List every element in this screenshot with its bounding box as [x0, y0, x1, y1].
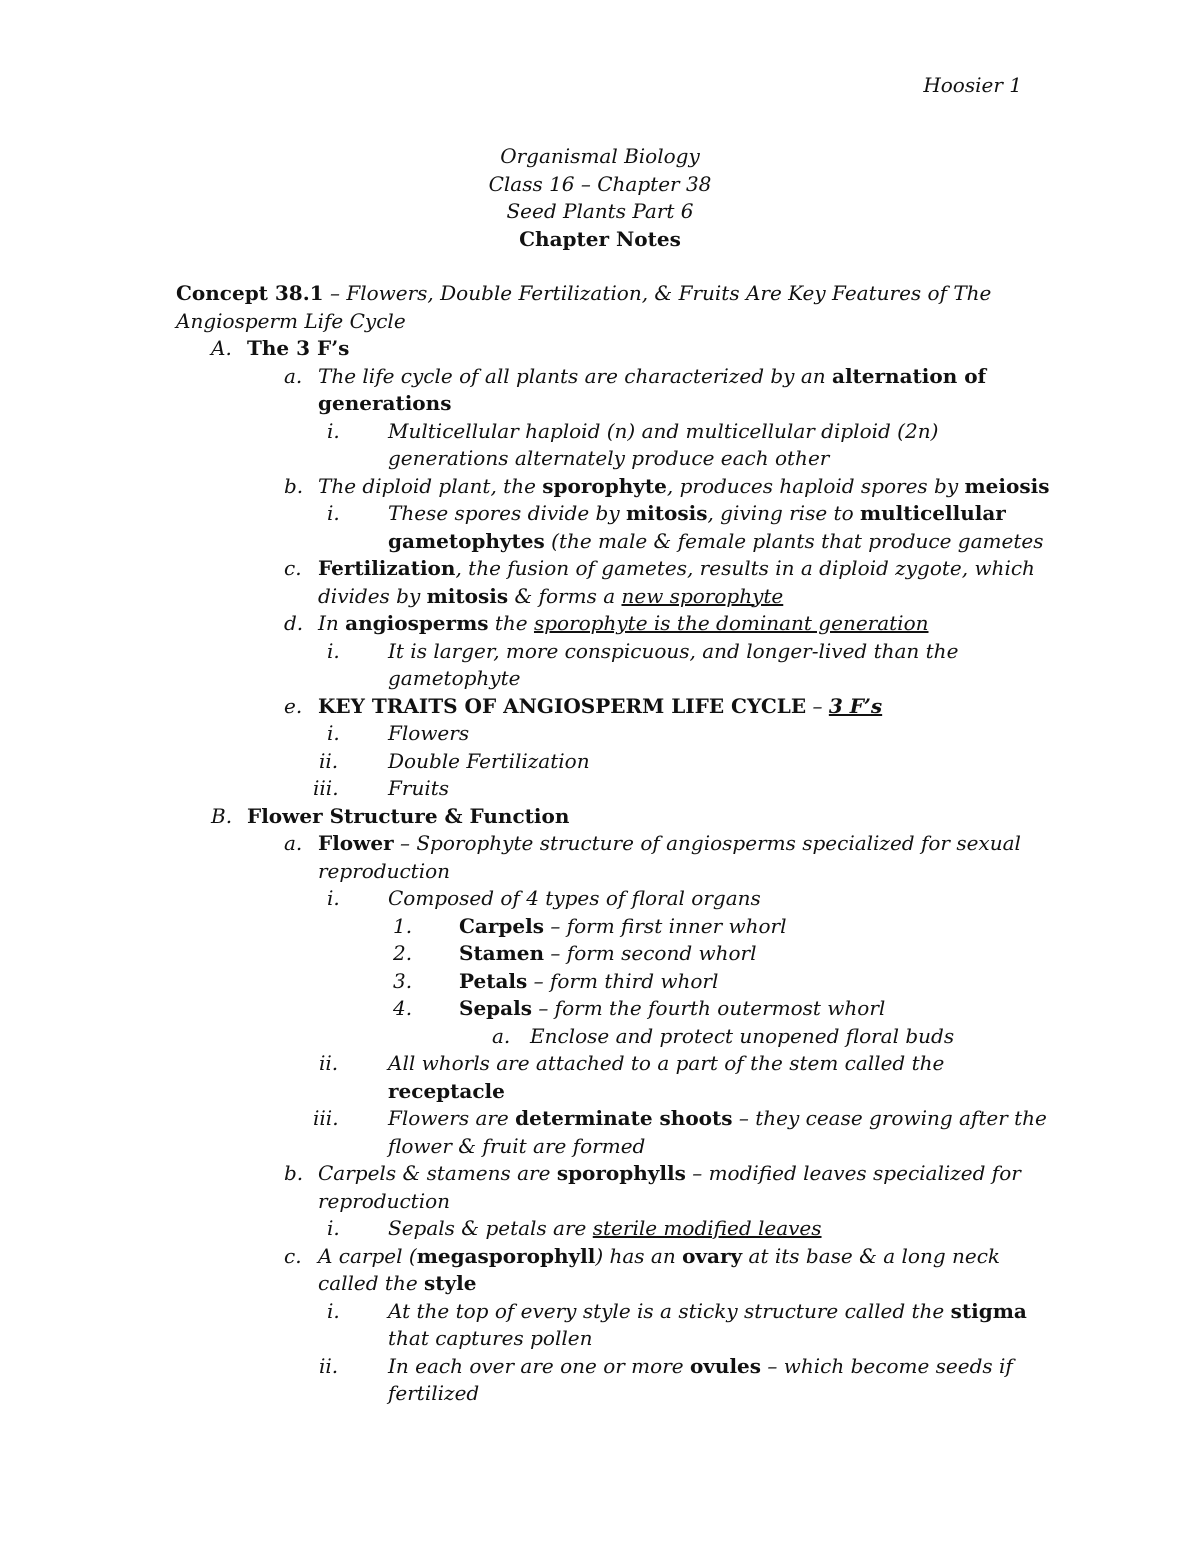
- page-header: Hoosier 1: [923, 73, 1022, 97]
- outline-item-cont: [176, 583, 1046, 611]
- item-text: At the top of every style is a sticky structure called the: [388, 1298, 951, 1323]
- key-term: style: [424, 1271, 477, 1295]
- outline-item: [176, 363, 1046, 391]
- item-text: A carpel (: [318, 1243, 417, 1268]
- item-text: & forms a: [508, 583, 622, 608]
- underlined-term: 3 F’s: [828, 693, 883, 718]
- item-text: The life cycle of all plants are characterized by an: [318, 363, 832, 388]
- item-text: – form third whorl: [527, 968, 719, 993]
- outline-subitem-cont: fertilized: [388, 1381, 480, 1405]
- item-text: Carpels & stamens are: [318, 1161, 557, 1185]
- item-text: , produces haploid spores by: [666, 473, 965, 498]
- section-a-heading: [176, 335, 1046, 363]
- item-marker: d.: [284, 611, 304, 635]
- key-term: meiosis: [964, 473, 1050, 498]
- outline-item: [176, 473, 1050, 501]
- item-marker: ii.: [319, 1353, 339, 1378]
- item-text: The diploid plant, the: [318, 473, 543, 498]
- item-marker: i.: [327, 501, 340, 525]
- section-marker: A.: [211, 336, 232, 360]
- key-term: Flower: [318, 831, 394, 855]
- item-marker: ii.: [319, 748, 339, 773]
- item-marker: 3.: [393, 968, 413, 993]
- item-marker: a.: [492, 1023, 511, 1048]
- key-term: multicellular: [859, 501, 1006, 525]
- item-marker: a.: [284, 831, 303, 855]
- section-title: The 3 F’s: [247, 336, 350, 360]
- item-text: (the male & female plants that produce gametes: [544, 528, 1044, 553]
- outline-subitem-cont: [176, 528, 1046, 556]
- section-b-heading: [176, 803, 1046, 831]
- key-term: sporophylls: [556, 1161, 686, 1185]
- item-text: –: [806, 693, 829, 718]
- item-text: It is larger, more conspicuous, and longer-lived than the: [388, 638, 959, 663]
- item-marker: i.: [327, 1216, 340, 1240]
- outline-subitem-cont: gametophyte: [388, 666, 521, 690]
- item-marker: i.: [327, 638, 340, 663]
- outline-subsubitem: [176, 1023, 1046, 1051]
- outline-subitem-cont: that captures pollen: [388, 1326, 593, 1350]
- item-text: Fruits: [388, 776, 450, 800]
- item-marker: 4.: [393, 996, 413, 1020]
- item-text: All whorls are attached to a part of the stem called the: [388, 1051, 945, 1075]
- item-text: – form first inner whorl: [543, 913, 787, 938]
- item-text: Composed of 4 types of floral organs: [388, 886, 761, 910]
- outline-item-cont: reproduction: [318, 1188, 451, 1213]
- key-term: Fertilization: [318, 556, 456, 580]
- item-marker: iii.: [313, 1106, 339, 1130]
- concept-title: Flowers, Double Fertilization, & Fruits Are Key Features of The: [346, 281, 992, 305]
- item-text: , giving rise to: [707, 501, 860, 525]
- concept-label: Concept 38.1: [176, 281, 324, 305]
- item-text: Double Fertilization: [388, 748, 590, 773]
- key-term: angiosperms: [345, 611, 489, 635]
- item-marker: 2.: [393, 941, 413, 965]
- outline-subitem-cont: receptacle: [388, 1078, 505, 1103]
- outline-item: [176, 830, 1046, 858]
- key-term: sporophyte: [542, 473, 667, 498]
- item-text: – modified leaves specialized for: [685, 1161, 1021, 1185]
- key-term: determinate shoots: [515, 1106, 733, 1130]
- key-term: ovary: [682, 1243, 743, 1268]
- topic-title: Seed Plants Part 6: [506, 199, 694, 223]
- item-marker: b.: [284, 1161, 304, 1185]
- item-text: , the fusion of gametes, results in a diploid zygote, which: [455, 556, 1035, 580]
- item-marker: c.: [284, 1243, 302, 1268]
- outline-subitem: [176, 885, 1046, 913]
- outline-subitem-cont: generations alternately produce each other: [388, 446, 830, 470]
- item-marker: i.: [327, 886, 340, 910]
- outline-item-cont: [176, 1270, 1046, 1298]
- outline-subitem: [176, 1105, 1046, 1133]
- outline-subitem: [176, 1215, 1046, 1243]
- outline-subitem: [176, 1050, 1046, 1078]
- item-text: Enclose and protect unopened floral buds: [530, 1023, 955, 1048]
- key-term: mitosis: [626, 501, 708, 525]
- item-marker: b.: [284, 473, 304, 498]
- outline-item: [176, 555, 1046, 583]
- key-term: KEY TRAITS OF ANGIOSPERM LIFE CYCLE: [318, 693, 807, 718]
- key-term: Petals: [459, 968, 528, 993]
- underlined-term: sterile modified leaves: [592, 1216, 822, 1240]
- outline-subitem: [176, 418, 1046, 446]
- item-text: In: [318, 611, 346, 635]
- key-term: gametophytes: [388, 528, 545, 553]
- key-term: Stamen: [459, 941, 545, 965]
- item-text: at its base & a long neck: [742, 1243, 1001, 1268]
- item-text: – Sporophyte structure of angiosperms specialized for sexual: [393, 831, 1021, 855]
- item-marker: i.: [327, 721, 340, 745]
- underlined-term: sporophyte is the dominant generation: [533, 611, 929, 635]
- outline-subitem: [176, 748, 1046, 776]
- item-marker: iii.: [313, 776, 339, 800]
- key-term: megasporophyll: [416, 1243, 596, 1268]
- outline-item-cont: [176, 390, 1046, 418]
- course-title: Organismal Biology: [500, 144, 700, 168]
- outline-subitem: [176, 720, 1046, 748]
- underlined-term: new sporophyte: [621, 583, 784, 608]
- outline-item: [176, 1160, 1046, 1188]
- item-marker: e.: [284, 693, 303, 718]
- item-text: – which become seeds if: [761, 1353, 1013, 1378]
- key-term: ovules: [689, 1353, 762, 1378]
- item-text: – form the fourth outermost whorl: [531, 996, 886, 1020]
- key-term: Carpels: [459, 913, 544, 938]
- item-text: called the: [318, 1271, 425, 1295]
- key-term: mitosis: [426, 583, 509, 608]
- notes-outline: [176, 280, 1050, 1408]
- item-marker: 1.: [393, 913, 413, 938]
- item-text: Flowers are: [388, 1106, 516, 1130]
- item-marker: c.: [284, 556, 302, 580]
- item-marker: i.: [327, 418, 340, 443]
- item-text: Sepals & petals are: [388, 1216, 593, 1240]
- item-text: – form second whorl: [544, 941, 757, 965]
- item-text: divides by: [318, 583, 427, 608]
- outline-subitem: [176, 1353, 1046, 1381]
- outline-subitem: [176, 638, 1046, 666]
- notes-label: Chapter Notes: [519, 226, 681, 251]
- section-title: Flower Structure & Function: [247, 803, 570, 828]
- section-marker: B.: [211, 803, 233, 828]
- outline-item: [176, 1243, 1046, 1271]
- item-marker: a.: [284, 363, 303, 388]
- concept-title-cont: Angiosperm Life Cycle: [176, 308, 406, 333]
- floral-organ-item: [176, 968, 1046, 996]
- item-text: ) has an: [595, 1243, 683, 1268]
- item-text: These spores divide by: [388, 501, 626, 525]
- item-text: the: [488, 611, 534, 635]
- item-text: Multicellular haploid (n) and multicellular diploid (2n): [388, 418, 939, 443]
- class-chapter: Class 16 – Chapter 38: [488, 171, 712, 196]
- concept-heading: [176, 280, 1046, 308]
- item-marker: ii.: [319, 1051, 339, 1075]
- outline-subitem: [176, 500, 1046, 528]
- key-term: Sepals: [459, 996, 532, 1020]
- item-text: In each over are one or more: [388, 1353, 690, 1378]
- concept-dash: –: [323, 281, 347, 305]
- floral-organ-item: [176, 913, 1046, 941]
- outline-item-cont: reproduction: [318, 858, 451, 883]
- outline-item: [176, 610, 1046, 638]
- outline-subitem: [176, 1298, 1046, 1326]
- floral-organ-item: [176, 940, 1046, 968]
- outline-item: [176, 693, 1046, 721]
- key-term: alternation of: [831, 363, 987, 388]
- title-block: [0, 143, 1200, 253]
- item-text: – they cease growing after the: [732, 1106, 1047, 1130]
- outline-subitem-cont: flower & fruit are formed: [388, 1133, 646, 1158]
- key-term: stigma: [950, 1298, 1027, 1323]
- item-marker: i.: [327, 1298, 340, 1323]
- floral-organ-item: [176, 995, 1046, 1023]
- outline-subitem: [176, 775, 1046, 803]
- key-term: generations: [318, 391, 452, 415]
- item-text: Flowers: [388, 721, 470, 745]
